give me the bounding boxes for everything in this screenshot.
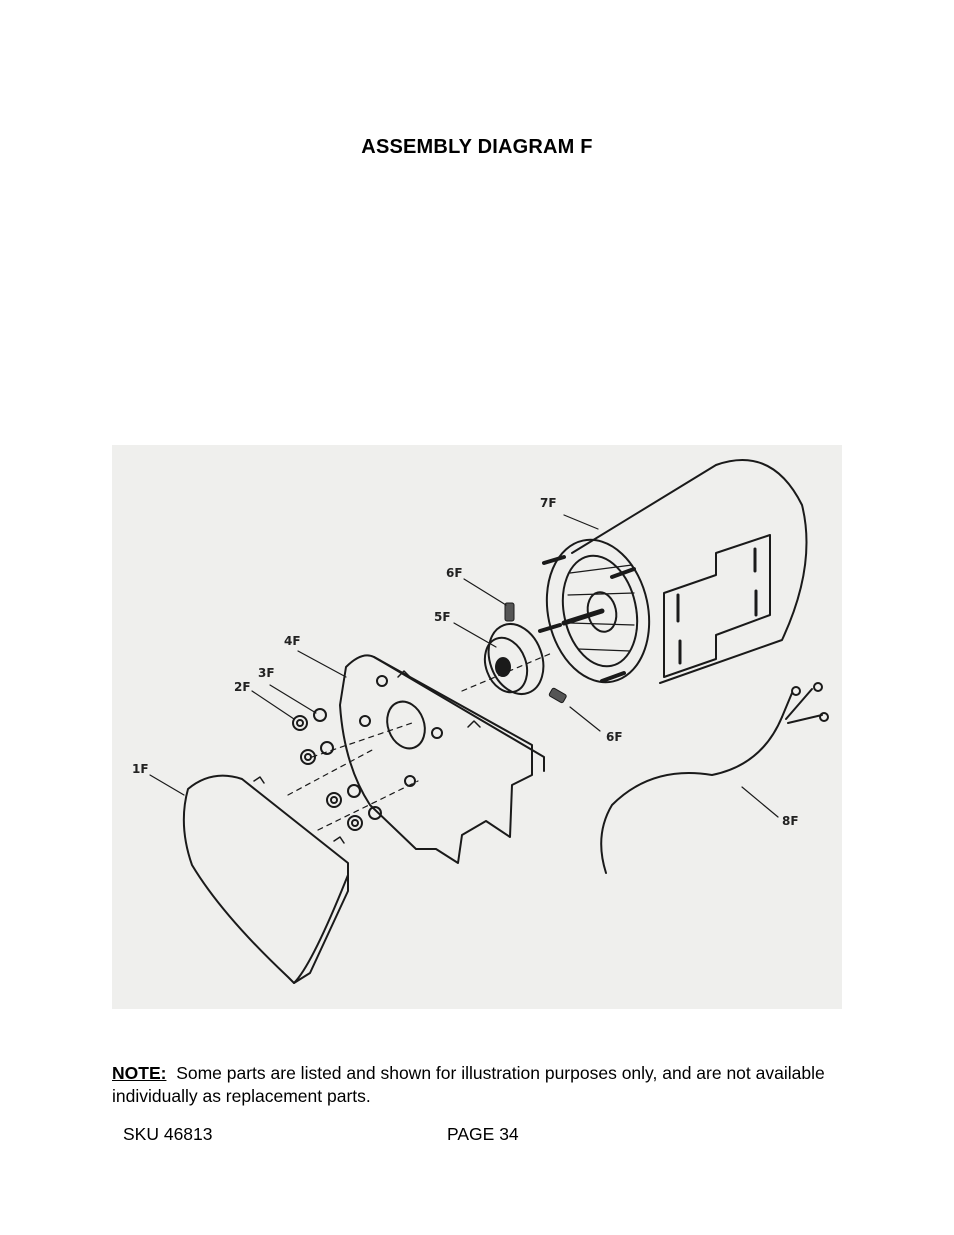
page-title: ASSEMBLY DIAGRAM F [361, 136, 593, 158]
note-label: NOTE: [112, 1063, 167, 1083]
callout-5f: 5F [434, 610, 451, 624]
callout-7f: 7F [540, 496, 557, 510]
belt-guard-back-4f [340, 655, 544, 863]
power-cord-8f [601, 683, 828, 873]
belt-guard-cover-1f [184, 776, 348, 983]
note-text: Some parts are listed and shown for illustration purposes only, and are not available individually as replacement parts. [112, 1063, 825, 1106]
note-paragraph [112, 1062, 832, 1108]
callout-6f-bottom: 6F [606, 730, 623, 744]
assembly-diagram-figure [112, 445, 842, 1009]
callout-8f: 8F [782, 814, 799, 828]
assembly-diagram-drawing [112, 445, 842, 1009]
callout-leaders [150, 515, 778, 817]
callout-2f: 2F [234, 680, 251, 694]
hardware-nuts-washers-2f-3f [293, 709, 381, 830]
footer-page-number: PAGE 34 [447, 1124, 519, 1144]
footer-sku: SKU 46813 [123, 1124, 213, 1144]
callout-1f: 1F [132, 762, 149, 776]
callout-6f-top: 6F [446, 566, 463, 580]
callout-4f: 4F [284, 634, 301, 648]
motor-7f [534, 460, 806, 692]
callout-3f: 3F [258, 666, 275, 680]
